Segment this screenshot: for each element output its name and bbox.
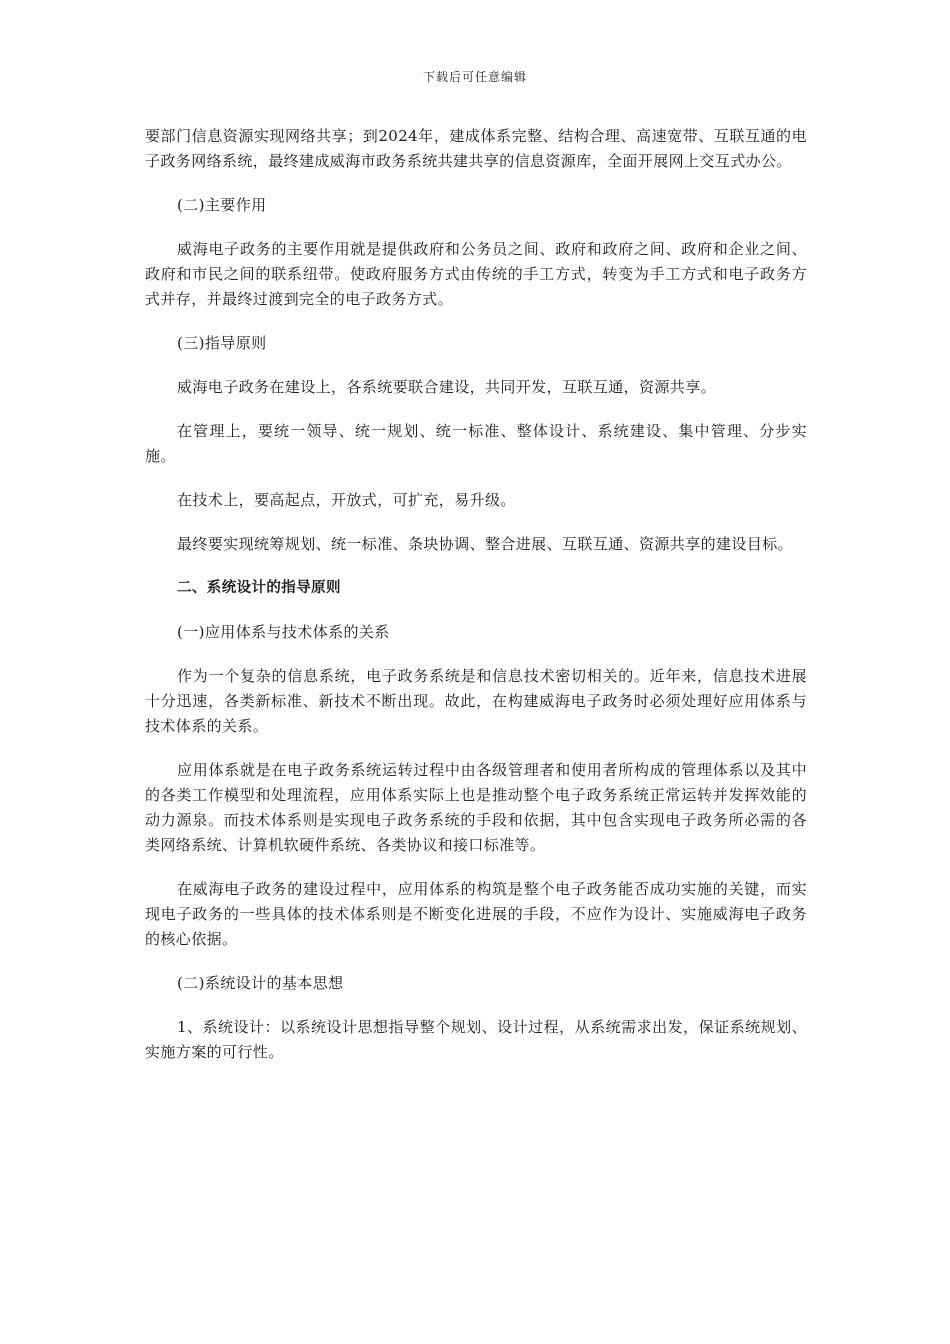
page-header: 下载后可任意编辑 [422, 70, 527, 84]
paragraph-construction: 威海电子政务在建设上，各系统要联合建设，共同开发，互联互通，资源共享。 [177, 378, 717, 396]
paragraph-management: 在管理上，要统一领导、统一规划、统一标准、整体设计、系统建设、集中管理、分步实施。 [145, 422, 807, 465]
paragraph-main-role: 威海电子政务的主要作用就是提供政府和公务员之间、政府和政府之间、政府和企业之间、政府和市民之间的联系纽带。使政府服务方式由传统的手工方式，转变为手工方式和电子政务方式并存，并最终过渡到完全的电子政务方式。 [145, 240, 807, 308]
paragraph-application-system: 应用体系就是在电子政务系统运转过程中由各级管理者和使用者所构成的管理体系以及其中的各类工作模型和处理流程，应用体系实际上也是推动整个电子政务系统正常运转并发挥效能的动力源泉。而技术体系则是实现电子政务系统的手段和依据，其中包含实现电子政务所必需的各类网络系统、计算机软硬件系统、各类协议和接口标准等。 [145, 761, 807, 854]
paragraph-construction-process: 在威海电子政务的建设过程中，应用体系的构筑是整个电子政务能否成功实施的关键，而实现电子政务的一些具体的技术体系则是不断变化进展的手段，不应作为设计、实施威海电子政务的核心依据。 [145, 880, 807, 948]
document-body [145, 124, 807, 1084]
section-heading-design-principles: 二、系统设计的指导原则 [177, 580, 341, 596]
paragraph-continuation: 要部门信息资源实现网络共享；到2024年，建成体系完整、结构合理、高速宽带、互联互通的电子政务网络系统，最终建成威海市政务系统共建共享的信息资源库，全面开展网上交互式办公。 [145, 127, 807, 170]
subheading-guiding-principles: (三)指导原则 [177, 334, 267, 352]
subheading-main-role: (二)主要作用 [177, 196, 267, 214]
subheading-app-tech-relation: (一)应用体系与技术体系的关系 [177, 623, 390, 641]
subheading-basic-idea: (二)系统设计的基本思想 [177, 974, 344, 992]
paragraph-complex-system: 作为一个复杂的信息系统，电子政务系统是和信息技术密切相关的。近年来，信息技术进展十分迅速，各类新标准、新技术不断出现。故此，在构建威海电子政务时必须处理好应用体系与技术体系的关系。 [145, 667, 807, 735]
paragraph-system-design: 1、系统设计：以系统设计思想指导整个规划、设计过程，从系统需求出发，保证系统规划、实施方案的可行性。 [145, 1018, 807, 1061]
paragraph-final-goal: 最终要实现统筹规划、统一标准、条块协调、整合进展、互联互通、资源共享的建设目标。 [177, 535, 794, 553]
paragraph-technology: 在技术上，要高起点，开放式，可扩充，易升级。 [177, 491, 516, 509]
